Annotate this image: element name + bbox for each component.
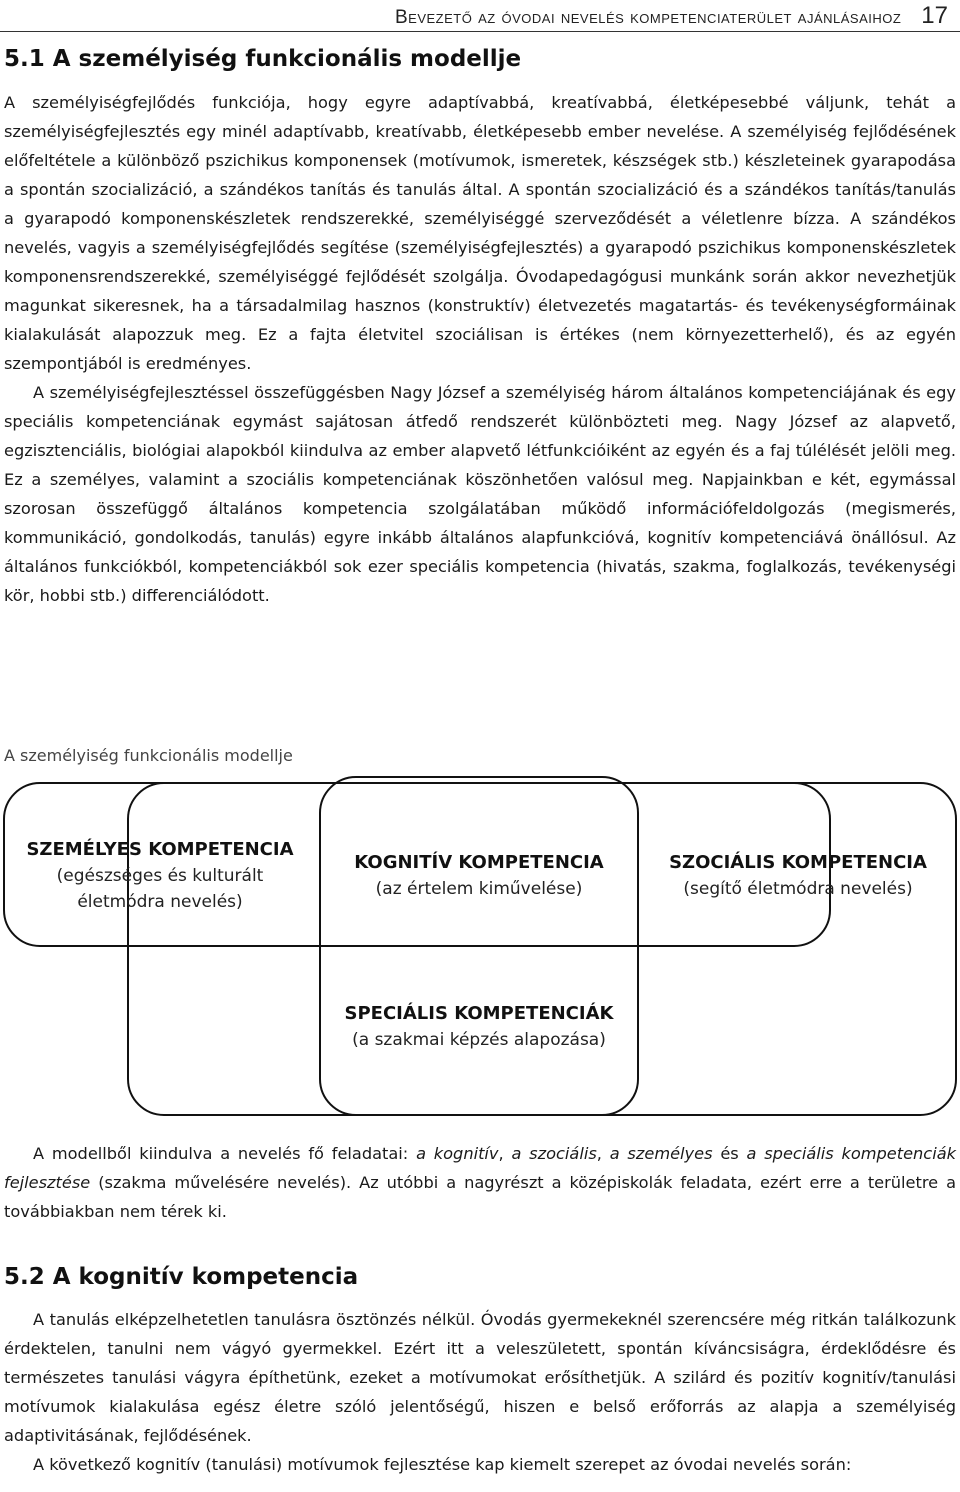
paragraph: A következő kognitív (tanulási) motívumok fejlesztése kap kiemelt szerepet az óvodai nevelés során: — [33, 1455, 852, 1474]
text-run: , — [596, 1144, 610, 1163]
personal-competence-desc-1: (egészséges és kulturált — [56, 866, 264, 886]
text-run: és — [712, 1144, 747, 1163]
section-heading-5-2: 5.2 A kognitív kompetencia — [4, 1264, 359, 1290]
cognitive-competence-title: KOGNITÍV KOMPETENCIA — [354, 852, 604, 873]
social-competence-desc: (segítő életmódra nevelés) — [683, 879, 913, 899]
section-5-1-body — [4, 88, 956, 610]
paragraph: A tanulás elképzelhetetlen tanulásra ösztönzés nélkül. Óvodás gyermekeknél szerencsére még ritkán találkozunk érdektelen, tanulni nem vágyó gyermekkel. Ezért itt a veleszületett, spontán kíváncsiságra, érdeklődésre és természetes tanulási vágyra építhetünk, ezeket a motívumokat erősíthetjük. A szilárd és pozitív kognitív/tanulási motívumok kialakulása egész életre szóló jelentőségű, hiszen e belső erőforrás az alapja a személyiség adaptivitásának, fejlődésének. — [4, 1310, 956, 1445]
emphasis: a szociális — [511, 1144, 597, 1163]
emphasis: a személyes — [609, 1144, 713, 1163]
paragraph — [4, 1139, 956, 1226]
social-competence-title: SZOCIÁLIS KOMPETENCIA — [669, 852, 927, 873]
cognitive-competence-desc: (az értelem kiművelése) — [375, 879, 583, 899]
text-run: , — [498, 1144, 512, 1163]
social-competence — [640, 850, 956, 902]
section-heading-5-1: 5.1 A személyiség funkcionális modellje — [4, 46, 522, 72]
paragraph: A személyiségfejlesztéssel összefüggésben Nagy József a személyiség három általános kompetenciájának és egy speciális kompetenciának egymást sajátosan átfedő rendszerét különbözteti meg. Nagy József az alapvető, egzisztenciális, biológiai alapokból kiindulva az ember alapvető létfunkcióiként az egyén és a faj túlélését jelöli meg. Ez a személyes, valamint a szociális kompetenciának köszönhetően valósul meg. Napjainkban e két, egymással szorosan összefüggő általános kompetencia szolgálatában működő információfeldolgozás (megismerés, kommunikáció, gondolkodás, tanulás) egyre inkább általános alapfunkcióvá, kognitív kompetenciává önállósul. Az általános funkciókból, kompetenciákból sok ezer speciális kompetencia (hivatás, szakma, foglalkozás, tevékenységi kör, hobbi stb.) differenciálódott. — [4, 383, 956, 605]
diagram-frames — [0, 775, 960, 1125]
personal-competence-title: SZEMÉLYES KOMPETENCIA — [26, 839, 294, 860]
figure-caption: A személyiség funkcionális modellje — [4, 746, 293, 765]
running-header — [395, 2, 948, 32]
personal-competence — [4, 837, 316, 915]
after-figure-paragraph — [4, 1139, 956, 1226]
page-number: 17 — [921, 2, 948, 29]
special-competences-title: SPECIÁLIS KOMPETENCIÁK — [344, 1003, 614, 1024]
competence-diagram — [0, 775, 960, 1125]
frame-social-special — [128, 783, 956, 1115]
emphasis: a kognitív — [416, 1144, 499, 1163]
paragraph: A személyiségfejlődés funkciója, hogy egyre adaptívabbá, kreatívabbá, életképesebbé váljunk, tehát a személyiségfejlesztés egy minél adaptívabb, kreatívabb, életképesebb ember nevelése. A személyiség fejlődésének előfeltétele a különböző pszichikus komponensek (motívumok, ismeretek, készségek stb.) készleteinek gyarapodása a spontán szocializáció, a szándékos tanítás és tanulás által. A spontán szocializáció és a szándékos tanítás/tanulás a gyarapodó komponenskészletek rendszerekké, személyiséggé szerveződését a véletlenre bízza. A szándékos nevelés, vagyis a személyiségfejlődés segítése (személyiségfejlesztés) a gyarapodó pszichikus komponenskészletek komponensrendszerekké, személyiséggé fejlődését szolgálja. Óvodapedagógusi munkánk során akkor nevezhetjük magunkat sikeresnek, ha a társadalmilag hasznos (konstruktív) életvezetés magatartás- és tevékenységformáinak kialakulását alapozzuk meg. Ez a fajta életvitel szociálisan is értékes (nem környezetterhelő), és az egyén szempontjából is eredményes. — [4, 93, 956, 373]
text-run: (szakma művelésére nevelés). Az utóbbi a nagyrészt a középiskolák feladata, ezért erre a területre a továbbiakban nem térek ki. — [4, 1173, 956, 1221]
text-run: A modellből kiindulva a nevelés fő feladatai: — [33, 1144, 417, 1163]
special-competences — [322, 1001, 636, 1053]
special-competences-desc: (a szakmai képzés alapozása) — [352, 1030, 606, 1050]
section-5-2-body — [4, 1305, 956, 1479]
running-header-title: Bevezető az óvodai nevelés kompetenciaterület ajánlásaihoz — [394, 7, 902, 28]
personal-competence-desc-2: életmódra nevelés) — [77, 892, 243, 912]
emphasis: a speciális kompetenciák fejlesztése — [4, 1144, 956, 1192]
header-rule — [0, 31, 960, 32]
cognitive-competence — [322, 850, 636, 902]
